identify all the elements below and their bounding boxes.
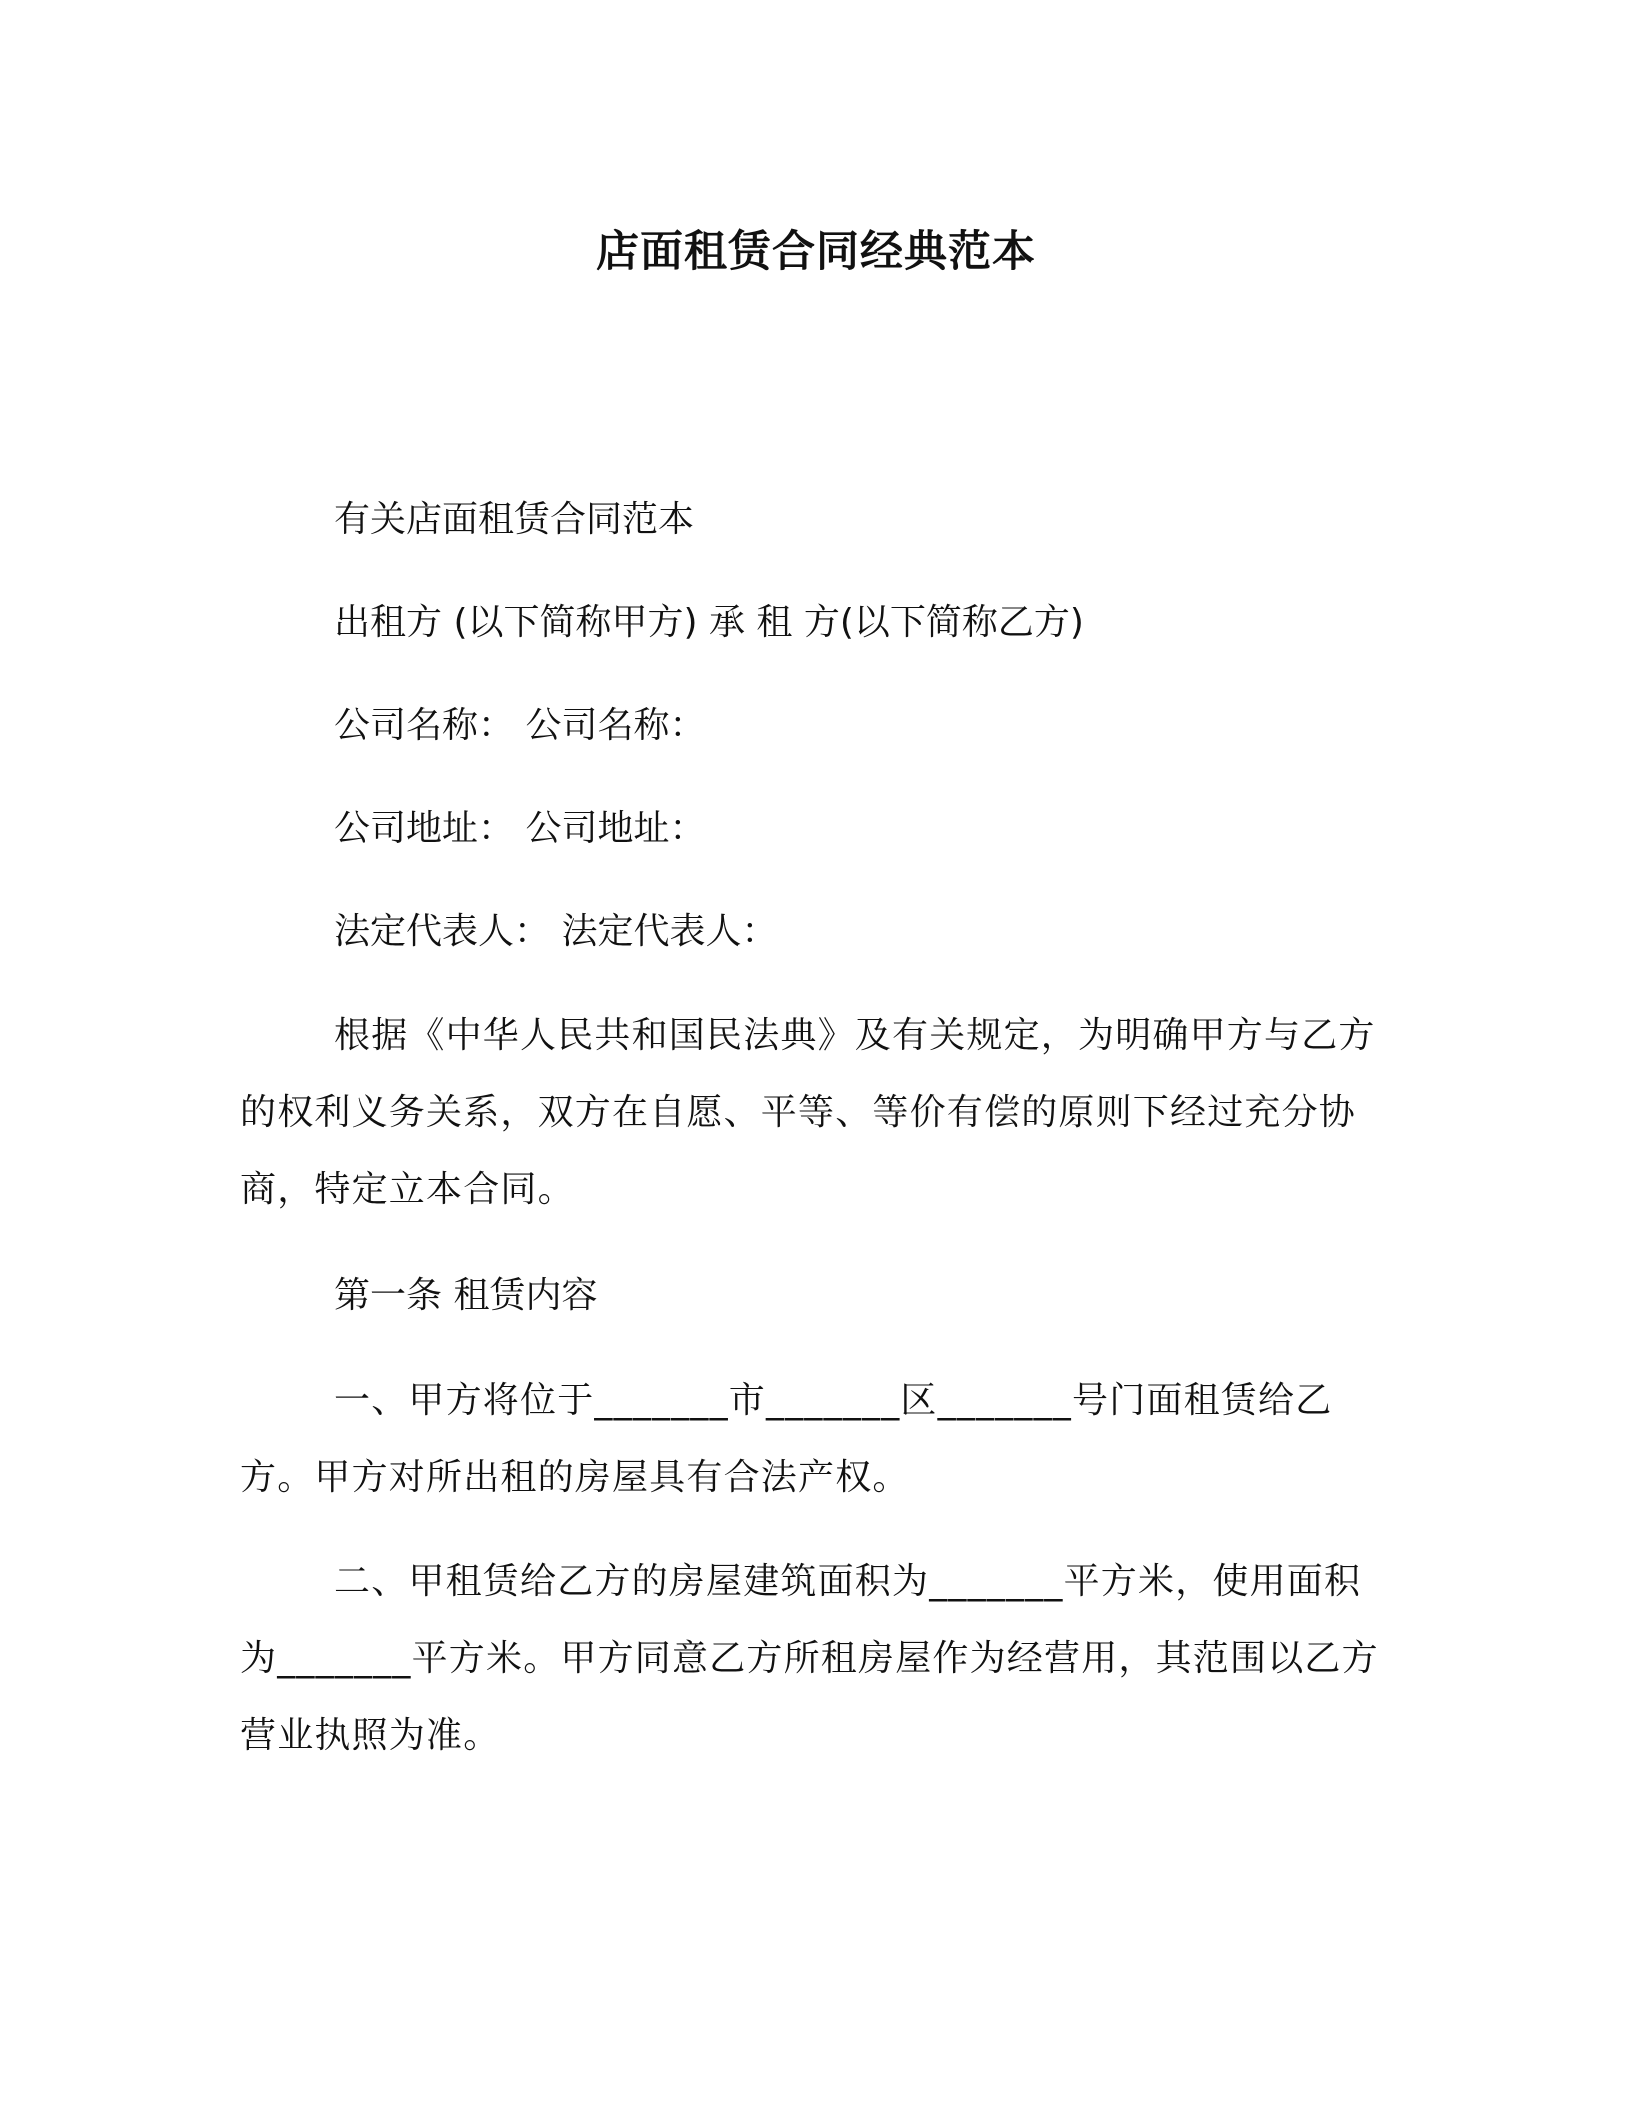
company-name-line: 公司名称： 公司名称： — [334, 705, 706, 746]
legal-representative-line: 法定代表人： 法定代表人： — [334, 911, 778, 952]
clause-1-paragraph: 一、甲方将位于_______市_______区_______号门面租赁给乙方。甲方对所出租的房屋具有合法产权。 — [240, 1380, 1333, 1498]
subtitle: 有关店面租赁合同范本 — [334, 499, 695, 540]
document-title: 店面租赁合同经典范本 — [596, 227, 1036, 277]
preamble-paragraph: 根据《中华人民共和国民法典》及有关规定，为明确甲方与乙方的权利义务关系，双方在自愿、平等、等价有偿的原则下经过充分协商，特定立本合同。 — [240, 1015, 1376, 1210]
parties-line: 出租方 (以下简称甲方) 承 租 方(以下简称乙方) — [334, 602, 1084, 643]
company-address-line: 公司地址： 公司地址： — [334, 808, 706, 849]
clause-2-paragraph: 二、甲租赁给乙方的房屋建筑面积为_______平方米，使用面积为_______平方米。甲方同意乙方所租房屋作为经营用，其范围以乙方营业执照为准。 — [240, 1561, 1379, 1756]
article-1-heading: 第一条 租赁内容 — [334, 1275, 598, 1316]
